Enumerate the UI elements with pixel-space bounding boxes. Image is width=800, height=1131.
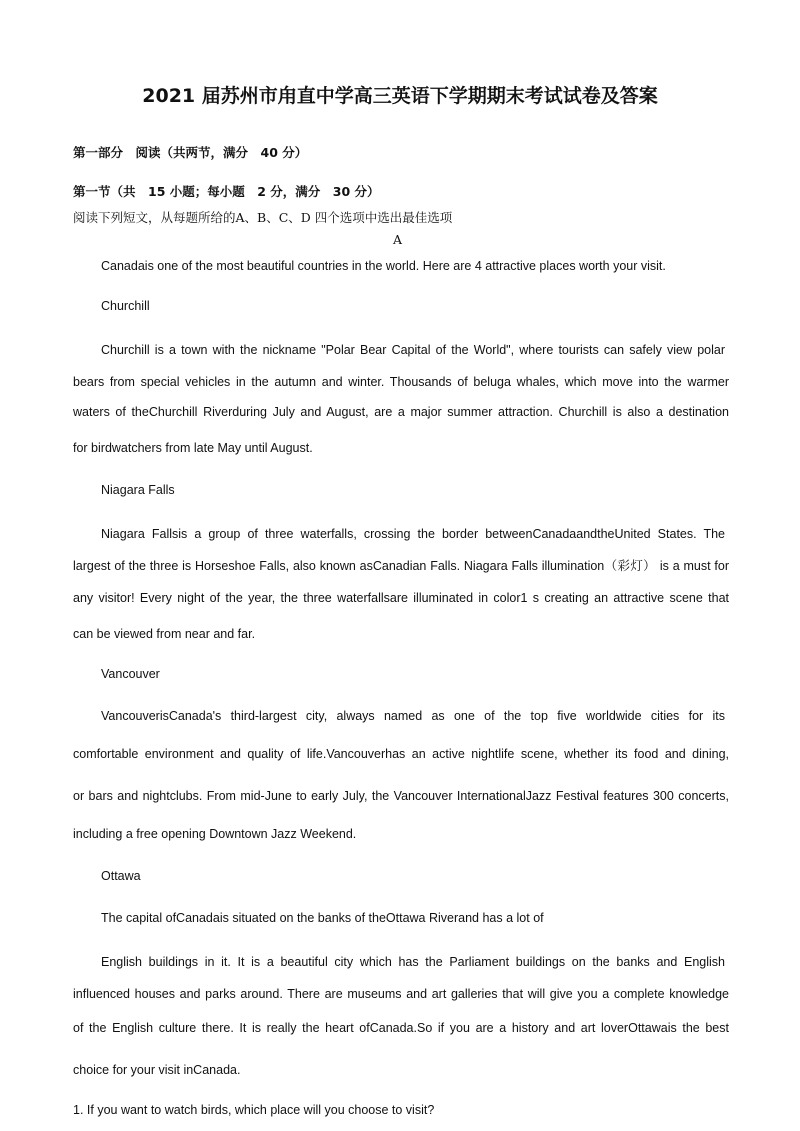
passage-label: A (393, 232, 403, 247)
paragraph-line: Churchill is a town with the nickname "Polar Bear Capital of the World", where tourists can safely view polar (101, 343, 725, 357)
paragraph-line: choice for your visit inCanada. (73, 1063, 241, 1077)
paragraph-line: any visitor! Every night of the year, the three waterfallsare illuminated in color1 s creating an attractive scene that (73, 591, 729, 605)
intro-paragraph: Canadais one of the most beautiful countries in the world. Here are 4 attractive places worth your visit. (101, 259, 666, 273)
place-heading: Churchill (101, 299, 150, 313)
paragraph-line: influenced houses and parks around. There are museums and art galleries that will give you a complete knowledge (73, 987, 729, 1001)
instruction-text: 阅读下列短文，从每题所给的A、B、C、D 四个选项中选出最佳选项 (73, 210, 453, 225)
part-heading: 第一部分 阅读（共两节，满分 40 分） (73, 145, 308, 160)
place-heading: Ottawa (101, 869, 141, 883)
paragraph-line: English buildings in it. It is a beautiful city which has the Parliament buildings on the banks and English (101, 955, 725, 969)
page-title: 2021 届苏州市甪直中学高三英语下学期期末考试试卷及答案 (142, 85, 658, 107)
paragraph-line: Niagara Fallsis a group of three waterfalls, crossing the border betweenCanadaandtheUnited States. The (101, 527, 725, 541)
paragraph-line: waters of theChurchill Riverduring July and August, are a major summer attraction. Churchill is also a destination (73, 405, 729, 419)
place-heading: Niagara Falls (101, 483, 175, 497)
place-heading: Vancouver (101, 667, 160, 681)
section-heading: 第一节（共 15 小题；每小题 2 分，满分 30 分） (73, 184, 380, 199)
paragraph-line: comfortable environment and quality of life.Vancouverhas an active nightlife scene, whether its food and dining, (73, 747, 729, 761)
paragraph-line: for birdwatchers from late May until August. (73, 441, 313, 455)
paragraph-line: or bars and nightclubs. From mid-June to early July, the Vancouver InternationalJazz Festival features 300 concerts, (73, 789, 729, 803)
paragraph-line: can be viewed from near and far. (73, 627, 256, 641)
paragraph-line: bears from special vehicles in the autumn and winter. Thousands of beluga whales, which move into the warmer (73, 375, 729, 389)
paragraph-line: including a free opening Downtown Jazz Weekend. (73, 827, 357, 841)
paragraph-line: of the English culture there. It is really the heart ofCanada.So if you are a history and art loverOttawais the best (73, 1021, 729, 1035)
question-1: 1. If you want to watch birds, which place will you choose to visit? (73, 1103, 435, 1117)
paragraph-line: The capital ofCanadais situated on the banks of theOttawa Riverand has a lot of (101, 911, 544, 925)
paragraph-line: VancouverisCanada's third-largest city, always named as one of the top five worldwide cities for its (101, 709, 725, 723)
paragraph-line: largest of the three is Horseshoe Falls, also known asCanadian Falls. Niagara Falls illumination（彩灯） is a must for (73, 559, 729, 573)
